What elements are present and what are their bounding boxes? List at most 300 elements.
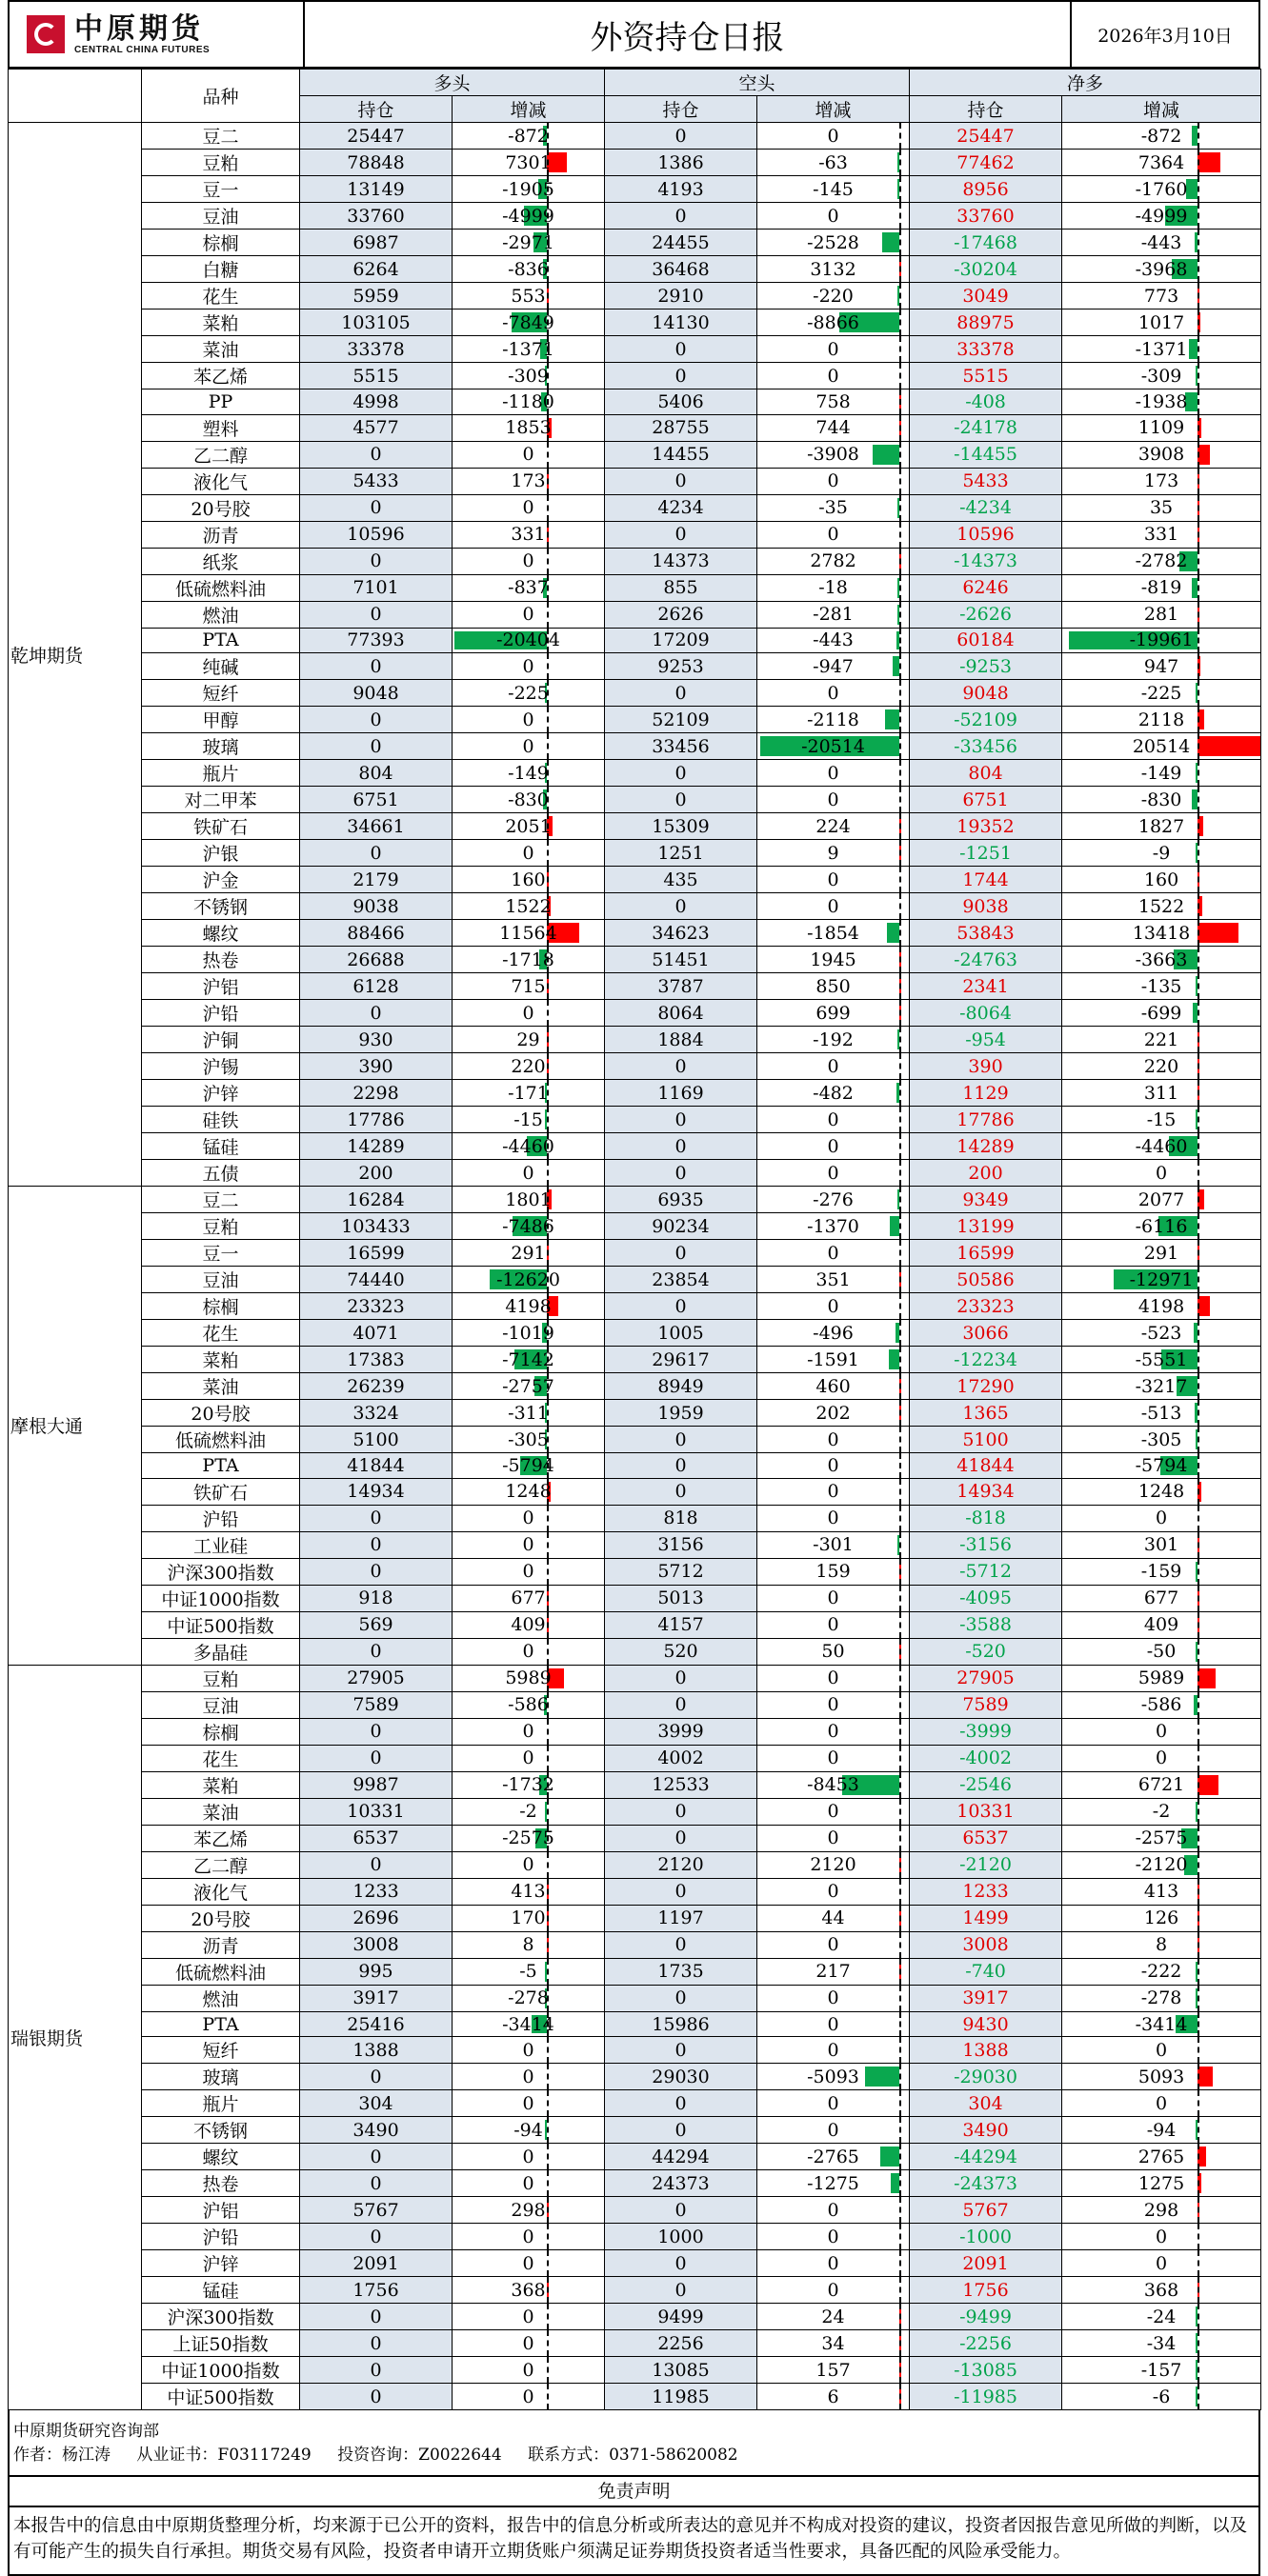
change-value: 850 <box>815 975 851 997</box>
short-position-cell: 17209 <box>605 628 757 653</box>
nc-change-cell <box>1062 1080 1261 1107</box>
change-value: 1248 <box>1137 1481 1185 1503</box>
short-position-cell: 29030 <box>605 2064 757 2090</box>
lc-change-cell <box>453 548 605 574</box>
nc-change-cell <box>1062 1427 1261 1453</box>
net-position-cell: 3008 <box>910 1931 1062 1958</box>
short-position-cell: 15309 <box>605 813 757 840</box>
long-position-cell: 9987 <box>300 1771 453 1798</box>
zero-axis-line <box>1198 760 1199 786</box>
zero-axis-line <box>1198 230 1199 255</box>
zero-axis-line <box>1198 1080 1199 1106</box>
sc-change-cell <box>757 1878 910 1905</box>
lc-change-cell <box>453 760 605 787</box>
zero-axis-line <box>899 1852 901 1878</box>
short-position-header: 持仓 <box>605 96 757 123</box>
change-value: 0 <box>827 2199 839 2221</box>
change-value: 301 <box>1143 1534 1179 1556</box>
change-value: 744 <box>815 417 851 439</box>
change-value: 0 <box>522 1561 534 1583</box>
change-value: 0 <box>827 1588 839 1609</box>
nc-change-cell <box>1062 1453 1261 1479</box>
short-position-cell: 0 <box>605 680 757 707</box>
nc-change-cell <box>1062 230 1261 256</box>
change-value: -4460 <box>1135 1135 1188 1157</box>
disclaimer-title: 免责声明 <box>10 2477 1258 2507</box>
variety-name: 20号胶 <box>142 494 300 521</box>
variety-name: 液化气 <box>142 1878 300 1905</box>
sc-change-cell <box>757 1718 910 1745</box>
change-value: 2782 <box>810 550 856 572</box>
variety-name: 玻璃 <box>142 2064 300 2090</box>
net-position-cell: 3066 <box>910 1320 1062 1347</box>
lc-change-cell <box>453 840 605 867</box>
lc-change-cell <box>453 2170 605 2197</box>
zero-axis-line <box>547 1027 549 1052</box>
license-number: 从业证书：F03117249 <box>136 2446 312 2466</box>
variety-name: 沪铅 <box>142 2224 300 2250</box>
table-row <box>9 1133 1261 1160</box>
zero-axis-line <box>1198 1347 1199 1372</box>
change-value: -145 <box>813 178 854 200</box>
variety-name: 沪深300指数 <box>142 2304 300 2330</box>
zero-axis-line <box>1198 1959 1199 1985</box>
net-position-cell: 200 <box>910 1160 1062 1187</box>
change-value: -2 <box>519 1801 537 1823</box>
long-position-cell: 34661 <box>300 813 453 840</box>
change-value: 0 <box>827 2119 839 2141</box>
nc-change-cell <box>1062 521 1261 548</box>
change-value: -947 <box>813 655 854 677</box>
change-value: 0 <box>827 524 839 546</box>
net-position-cell: 1129 <box>910 1080 1062 1107</box>
zero-axis-line <box>899 363 901 389</box>
lc-change-cell <box>453 893 605 920</box>
change-value: 0 <box>522 709 534 730</box>
short-position-cell: 3156 <box>605 1531 757 1558</box>
table-row <box>9 628 1261 653</box>
net-position-cell: 2091 <box>910 2250 1062 2277</box>
change-value: 0 <box>827 1747 839 1769</box>
zero-axis-line <box>899 256 901 282</box>
zero-axis-line <box>899 1053 901 1079</box>
variety-name: 沪铜 <box>142 1027 300 1053</box>
short-position-cell: 0 <box>605 1878 757 1905</box>
change-value: -20404 <box>496 629 560 651</box>
nc-change-cell <box>1062 760 1261 787</box>
change-value: 29 <box>516 1028 540 1050</box>
zero-axis-line <box>899 1772 901 1798</box>
sc-change-cell <box>757 1320 910 1347</box>
change-value: 221 <box>1143 1028 1179 1050</box>
long-position-cell: 26688 <box>300 947 453 973</box>
short-position-cell: 14455 <box>605 441 757 468</box>
short-position-cell: 0 <box>605 1160 757 1187</box>
change-value: 8 <box>522 1934 534 1956</box>
zero-axis-line <box>1198 2117 1199 2143</box>
long-position-cell: 2696 <box>300 1905 453 1931</box>
table-row <box>9 1691 1261 1718</box>
change-value: 0 <box>827 1508 839 1529</box>
zero-axis-line <box>547 495 549 521</box>
change-value: 0 <box>827 1295 839 1317</box>
short-position-cell: 0 <box>605 1665 757 1691</box>
long-position-cell: 7101 <box>300 574 453 601</box>
variety-name: 豆二 <box>142 123 300 150</box>
zero-axis-line <box>1198 1400 1199 1426</box>
variety-name: 低硫燃料油 <box>142 1427 300 1453</box>
zero-axis-line <box>1198 1772 1199 1798</box>
change-value: 291 <box>511 1242 546 1264</box>
sc-change-cell <box>757 1665 910 1691</box>
sc-change-cell <box>757 1347 910 1373</box>
zero-axis-line <box>1198 1852 1199 1878</box>
nc-change-cell <box>1062 867 1261 893</box>
change-value: 217 <box>815 1961 851 1983</box>
variety-name: 上证50指数 <box>142 2330 300 2357</box>
zero-axis-line <box>1198 1000 1199 1026</box>
variety-name: 螺纹 <box>142 2144 300 2170</box>
long-header: 多头 <box>300 70 605 96</box>
change-value: -18 <box>818 577 848 599</box>
long-position-cell: 74440 <box>300 1267 453 1293</box>
zero-axis-line <box>1198 1453 1199 1478</box>
long-position-cell: 0 <box>300 2064 453 2090</box>
sc-change-cell <box>757 1293 910 1320</box>
net-position-cell: 10331 <box>910 1798 1062 1825</box>
zero-axis-line <box>1198 2330 1199 2356</box>
zero-axis-line <box>1198 1427 1199 1452</box>
long-position-cell: 918 <box>300 1585 453 1611</box>
zero-axis-line <box>547 2357 549 2383</box>
sc-change-cell <box>757 2037 910 2064</box>
nc-change-cell <box>1062 2357 1261 2384</box>
zero-axis-line <box>1198 1506 1199 1531</box>
variety-name: 菜油 <box>142 1373 300 1400</box>
variety-name: 沪金 <box>142 867 300 893</box>
long-position-cell: 0 <box>300 601 453 628</box>
change-value: -1180 <box>502 390 554 412</box>
zero-axis-line <box>547 1852 549 1878</box>
net-position-cell: -4234 <box>910 494 1062 521</box>
long-position-cell: 0 <box>300 494 453 521</box>
net-position-cell: -11985 <box>910 2384 1062 2410</box>
short-position-cell: 0 <box>605 1133 757 1160</box>
change-value: 0 <box>522 1002 534 1024</box>
lc-change-cell <box>453 1373 605 1400</box>
net-position-cell: 17290 <box>910 1373 1062 1400</box>
net-position-cell: 6537 <box>910 1825 1062 1851</box>
table-row <box>9 1931 1261 1958</box>
zero-axis-line <box>547 1240 549 1266</box>
change-value: 0 <box>827 338 839 360</box>
change-value: 0 <box>827 125 839 147</box>
net-position-cell: 33760 <box>910 203 1062 230</box>
zero-axis-line <box>547 1799 549 1825</box>
report-title: 外资持仓日报 <box>590 18 785 57</box>
table-row <box>9 494 1261 521</box>
long-position-cell: 16284 <box>300 1187 453 1213</box>
table-row <box>9 1267 1261 1293</box>
variety-name: 豆油 <box>142 203 300 230</box>
nc-change-cell <box>1062 1798 1261 1825</box>
zero-axis-line <box>547 2277 549 2303</box>
change-value: -19961 <box>1129 629 1194 651</box>
table-row <box>9 1531 1261 1558</box>
change-value: 1945 <box>810 949 856 970</box>
change-value: 298 <box>511 2199 546 2221</box>
variety-name: PTA <box>142 628 300 653</box>
change-value: -63 <box>818 151 848 173</box>
long-position-cell: 6537 <box>300 1825 453 1851</box>
short-position-cell: 33456 <box>605 733 757 760</box>
change-value: -157 <box>1140 2359 1182 2381</box>
table-row <box>9 2224 1261 2250</box>
table-row <box>9 310 1261 336</box>
lc-change-cell <box>453 494 605 521</box>
change-value: 460 <box>815 1375 851 1397</box>
net-position-cell: 9349 <box>910 1187 1062 1213</box>
zero-axis-line <box>899 2170 901 2196</box>
zero-axis-line <box>899 1639 901 1665</box>
zero-axis-line <box>899 1586 901 1611</box>
change-value: -482 <box>813 1082 854 1104</box>
net-position-cell: 3490 <box>910 2117 1062 2144</box>
change-value: 2120 <box>810 1854 856 1876</box>
long-position-cell: 5100 <box>300 1427 453 1453</box>
variety-name: 乙二醇 <box>142 441 300 468</box>
zero-axis-line <box>899 602 901 628</box>
zero-axis-line <box>1198 840 1199 866</box>
zero-axis-line <box>547 442 549 468</box>
zero-axis-line <box>547 2250 549 2276</box>
long-position-cell: 78848 <box>300 150 453 176</box>
nc-change-cell <box>1062 1373 1261 1400</box>
zero-axis-line <box>547 733 549 759</box>
net-position-cell: 14934 <box>910 1478 1062 1505</box>
variety-name: 燃油 <box>142 1985 300 2011</box>
table-row <box>9 2330 1261 2357</box>
change-value: -309 <box>508 365 549 387</box>
change-value: 202 <box>815 1402 851 1424</box>
change-value: -301 <box>813 1534 854 1556</box>
change-value: 0 <box>827 1242 839 1264</box>
variety-name: 中证1000指数 <box>142 1585 300 1611</box>
long-position-cell: 17786 <box>300 1107 453 1133</box>
lc-change-cell <box>453 2037 605 2064</box>
change-value: -2971 <box>502 231 554 253</box>
lc-change-cell <box>453 1585 605 1611</box>
sc-change-cell <box>757 414 910 441</box>
table-row <box>9 2090 1261 2117</box>
short-position-cell: 11985 <box>605 2384 757 2410</box>
long-position-cell: 6751 <box>300 787 453 813</box>
zero-axis-line <box>899 1959 901 1985</box>
table-row <box>9 680 1261 707</box>
change-value: 0 <box>827 365 839 387</box>
change-value: 3132 <box>810 258 856 280</box>
change-value: 0 <box>827 869 839 890</box>
change-value: -7142 <box>502 1348 554 1370</box>
variety-name: 短纤 <box>142 2037 300 2064</box>
nc-change-cell <box>1062 310 1261 336</box>
zero-axis-line <box>899 1160 901 1186</box>
nc-change-cell <box>1062 1478 1261 1505</box>
sc-change-cell <box>757 2330 910 2357</box>
table-row <box>9 1320 1261 1347</box>
zero-axis-line <box>1198 1160 1199 1186</box>
net-position-cell: 17786 <box>910 1107 1062 1133</box>
decrease-bar <box>873 445 899 465</box>
lc-change-cell <box>453 1825 605 1851</box>
variety-name: 螺纹 <box>142 920 300 947</box>
change-value: 0 <box>522 1747 534 1769</box>
lc-change-cell <box>453 707 605 733</box>
net-position-cell: 14289 <box>910 1133 1062 1160</box>
change-value: -1019 <box>502 1322 554 1344</box>
net-position-cell: 5767 <box>910 2197 1062 2224</box>
net-position-cell: 1756 <box>910 2277 1062 2304</box>
table-row <box>9 230 1261 256</box>
variety-name: 豆粕 <box>142 1213 300 1240</box>
change-value: -2575 <box>502 1827 554 1849</box>
short-position-cell: 13085 <box>605 2357 757 2384</box>
zero-axis-line <box>1198 1240 1199 1266</box>
logo-en-text: CENTRAL CHINA FUTURES <box>74 44 211 55</box>
sc-change-cell <box>757 203 910 230</box>
change-value: 0 <box>522 604 534 626</box>
variety-name: PTA <box>142 1453 300 1479</box>
short-position-cell: 0 <box>605 1427 757 1453</box>
increase-bar <box>1198 923 1238 943</box>
nc-change-cell <box>1062 548 1261 574</box>
zero-axis-line <box>1198 1639 1199 1665</box>
short-position-cell: 0 <box>605 1453 757 1479</box>
short-position-cell: 0 <box>605 336 757 363</box>
variety-name: 瓶片 <box>142 2090 300 2117</box>
zero-axis-line <box>547 707 549 732</box>
zero-axis-line <box>547 1612 549 1638</box>
variety-name: 瓶片 <box>142 760 300 787</box>
lc-change-cell <box>453 1851 605 1878</box>
lc-change-cell <box>453 1478 605 1505</box>
zero-axis-line <box>1198 1187 1199 1212</box>
net-position-cell: -17468 <box>910 230 1062 256</box>
short-position-cell: 0 <box>605 2250 757 2277</box>
nc-change-cell <box>1062 389 1261 415</box>
zero-axis-line <box>1198 920 1199 946</box>
short-position-cell: 0 <box>605 2117 757 2144</box>
table-row <box>9 1080 1261 1107</box>
nc-change-cell <box>1062 1267 1261 1293</box>
change-value: -8866 <box>807 311 859 333</box>
short-position-cell: 0 <box>605 2277 757 2304</box>
zero-axis-line <box>1198 1027 1199 1052</box>
lc-change-cell <box>453 1453 605 1479</box>
zero-axis-line <box>547 1160 549 1186</box>
net-position-cell: 9038 <box>910 893 1062 920</box>
table-row <box>9 1293 1261 1320</box>
variety-name: 菜粕 <box>142 310 300 336</box>
change-value: 0 <box>522 497 534 519</box>
sc-change-cell <box>757 1160 910 1187</box>
zero-axis-line <box>899 2064 901 2089</box>
zero-axis-line <box>899 1612 901 1638</box>
sc-change-cell <box>757 1611 910 1638</box>
sc-change-cell <box>757 1851 910 1878</box>
change-value: -311 <box>508 1402 549 1424</box>
change-value: 0 <box>522 2386 534 2407</box>
nc-change-cell <box>1062 1825 1261 1851</box>
zero-axis-line <box>899 1692 901 1718</box>
table-row <box>9 363 1261 389</box>
variety-name: 中证1000指数 <box>142 2357 300 2384</box>
lc-change-cell <box>453 680 605 707</box>
zero-axis-line <box>899 336 901 362</box>
zero-axis-line <box>899 2224 901 2249</box>
lc-change-cell <box>453 1665 605 1691</box>
zero-axis-line <box>547 2170 549 2196</box>
table-row <box>9 2037 1261 2064</box>
zero-axis-line <box>899 1506 901 1531</box>
change-value: 677 <box>511 1588 546 1609</box>
nc-change-cell <box>1062 1027 1261 1053</box>
change-value: 0 <box>522 2172 534 2194</box>
lc-change-cell <box>453 1985 605 2011</box>
table-row <box>9 2250 1261 2277</box>
change-value: 0 <box>827 1987 839 2009</box>
change-value: -3663 <box>1135 949 1188 970</box>
zero-axis-line <box>547 1879 549 1905</box>
sc-change-cell <box>757 2277 910 2304</box>
short-position-cell: 12533 <box>605 1771 757 1798</box>
net-position-cell: -954 <box>910 1027 1062 1053</box>
change-value: 0 <box>522 1162 534 1184</box>
zero-axis-line <box>899 653 901 679</box>
change-value: -443 <box>1140 231 1182 253</box>
disclaimer-text: 本报告中的信息由中原期货整理分析，均来源于已公开的资料，报告中的信息分析或所表达的意见并不构成对投资的建议，投资者因报告意见所做的判断，以及有可能产生的损失自行承担。期货交易有风险，投资者申请开立期货账户须满足证券期货投资者适当性要求，具备匹配的风险承受能力。 <box>13 2516 1248 2563</box>
positions-table <box>8 69 1261 2410</box>
table-row <box>9 1878 1261 1905</box>
table-row <box>9 2170 1261 2197</box>
long-position-cell: 1388 <box>300 2037 453 2064</box>
change-value: -220 <box>813 285 854 307</box>
zero-axis-line <box>547 653 549 679</box>
change-value: 368 <box>1143 2279 1179 2301</box>
sc-change-cell <box>757 680 910 707</box>
short-position-cell: 0 <box>605 1798 757 1825</box>
nc-change-cell <box>1062 2090 1261 2117</box>
long-position-cell: 41844 <box>300 1453 453 1479</box>
change-value: 0 <box>522 1641 534 1663</box>
zero-axis-line <box>899 973 901 999</box>
table-row <box>9 256 1261 283</box>
table-row <box>9 1453 1261 1479</box>
zero-axis-line <box>899 1107 901 1132</box>
table-row <box>9 867 1261 893</box>
zero-axis-line <box>899 2384 901 2409</box>
change-value: -872 <box>508 125 549 147</box>
net-position-cell: -12234 <box>910 1347 1062 1373</box>
zero-axis-line <box>547 2304 549 2329</box>
change-value: -171 <box>508 1082 549 1104</box>
change-value: 7301 <box>505 151 552 173</box>
change-value: -837 <box>508 577 549 599</box>
report-footer <box>8 2410 1260 2576</box>
short-position-cell: 4002 <box>605 1745 757 1771</box>
long-change-header: 增减 <box>453 96 605 123</box>
change-value: 0 <box>827 2279 839 2301</box>
